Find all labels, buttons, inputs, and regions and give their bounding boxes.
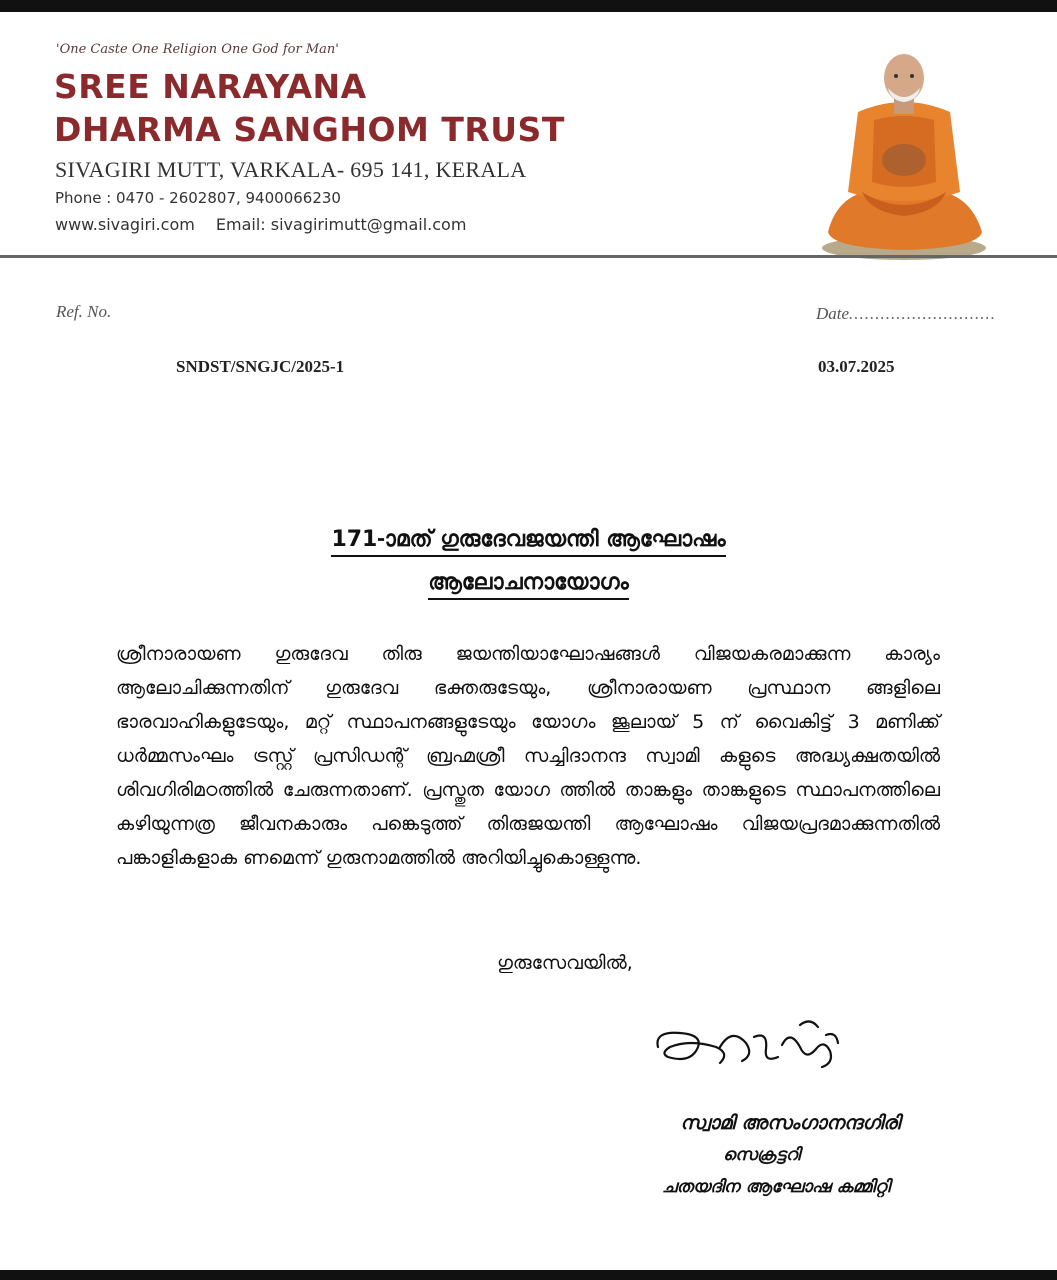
- handwritten-signature: [650, 1017, 850, 1077]
- signatory-committee: ചതയദിന ആഘോഷ കമ്മിറ്റി: [662, 1177, 890, 1197]
- letter-subtitle: [0, 570, 1057, 595]
- guru-portrait-image: [818, 42, 990, 264]
- trust-motto: 'One Caste One Religion One God for Man': [56, 42, 339, 57]
- trust-name-line2: DHARMA SANGHOM TRUST: [54, 110, 565, 149]
- ref-no-label: Ref. No.: [56, 302, 112, 321]
- letter-closing: ഗുരുസേവയിൽ,: [497, 952, 633, 974]
- reference-number: SNDST/SNGJC/2025-1: [176, 357, 345, 376]
- signatory-name: സ്വാമി അസംഗാനന്ദഗിരി: [680, 1112, 900, 1134]
- signatory-designation: സെക്രട്ടറി: [722, 1145, 800, 1165]
- letter-subtitle-text: ആലോചനായോഗം: [428, 570, 628, 600]
- letter-title: [0, 527, 1057, 552]
- date-label: Date: [816, 304, 850, 323]
- trust-address: SIVAGIRI MUTT, VARKALA- 695 141, KERALA: [55, 157, 527, 182]
- trust-phone: Phone : 0470 - 2602807, 9400066230: [55, 189, 341, 207]
- website-link[interactable]: www.sivagiri.com: [55, 215, 195, 234]
- date-label-group: [816, 304, 996, 324]
- letter-title-text: 171-ാമത് ഗുരുദേവജയന്തി ആഘോഷം: [331, 527, 725, 557]
- trust-name-line1: SREE NARAYANA: [54, 67, 367, 106]
- header-divider: [0, 255, 1057, 258]
- date-dots: ............................: [849, 304, 997, 323]
- email-link[interactable]: Email: sivagirimutt@gmail.com: [215, 215, 467, 234]
- letter-date: 03.07.2025: [818, 357, 895, 376]
- contact-line: [55, 215, 466, 234]
- letter-sheet: [0, 12, 1057, 1270]
- letter-body: ശ്രീനാരായണ ഗുരുദേവ തിരു ജയന്തിയാഘോഷങ്ങൾ വിജയകരമാക്കുന്ന കാര്യം ആലോചിക്കുന്നതിന് ഗുരുദേവ ഭക്തരുടേയും, ശ്രീനാരായണ പ്രസ്ഥാന ങ്ങളിലെ ഭാരവാഹികളുടേയും, മറ്റ് സ്ഥാപനങ്ങളുടേയും യോഗം ജൂലായ് 5 ന് വൈകിട്ട് 3 മണിക്ക് ധർമ്മസംഘം ട്രസ്റ്റ് പ്രസിഡന്റ് ബ്രഹ്മശ്രീ സച്ചിദാനന്ദ സ്വാമി കളുടെ അദ്ധ്യക്ഷതയിൽ ശിവഗിരിമഠത്തിൽ ചേരുന്നതാണ്. പ്രസ്തുത യോഗ ത്തിൽ താങ്കളും താങ്കളുടെ സ്ഥാപനത്തിലെ കഴിയുന്നത്ര ജീവനകാരും പങ്കെടുത്ത് തിരുജയന്തി ആഘോഷം വിജയപ്രദമാക്കുന്നതിൽ പങ്കാളികളാക ണമെന്ന് ഗുരുനാമത്തിൽ അറിയിച്ചുകൊള്ളുന്നു.: [116, 643, 940, 869]
